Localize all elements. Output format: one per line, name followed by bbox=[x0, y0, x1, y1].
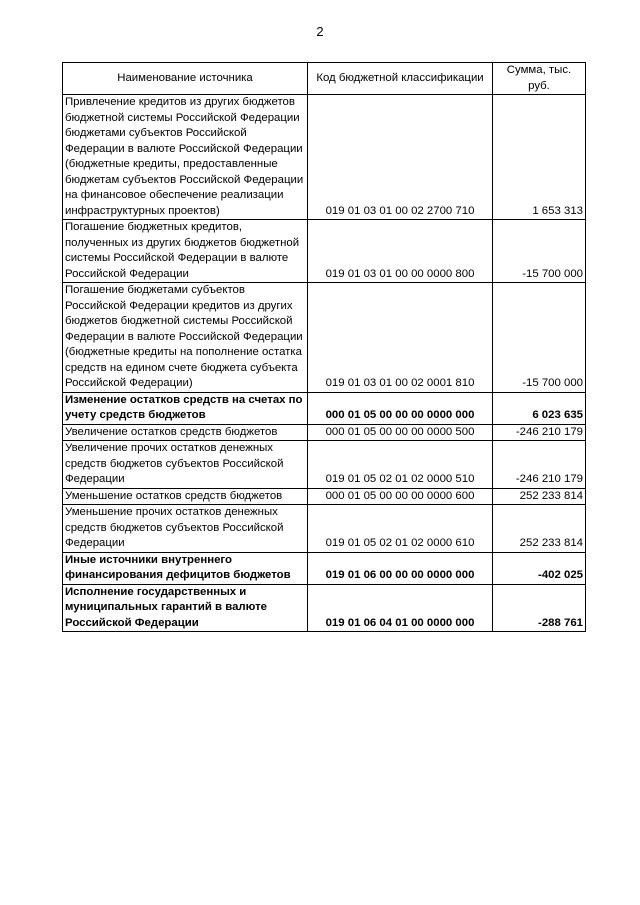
row-source-name: Иные источники внутреннего финансирования дефицитов бюджетов bbox=[63, 552, 308, 584]
header-budget-code: Код бюджетной классификации bbox=[308, 63, 493, 95]
table-row bbox=[63, 283, 586, 393]
table-row bbox=[63, 505, 586, 553]
header-source-name: Наименование источника bbox=[63, 63, 308, 95]
row-budget-code: 019 01 03 01 00 00 0000 800 bbox=[308, 220, 493, 283]
row-source-name: Увеличение остатков средств бюджетов bbox=[63, 424, 308, 441]
row-sum: -246 210 179 bbox=[493, 424, 586, 441]
row-budget-code: 019 01 03 01 00 02 2700 710 bbox=[308, 95, 493, 220]
row-sum: 252 233 814 bbox=[493, 488, 586, 505]
row-source-name: Увеличение прочих остатков денежных средств бюджетов субъектов Российской Федерации bbox=[63, 441, 308, 489]
header-sum: Сумма, тыс. руб. bbox=[493, 63, 586, 95]
table-row bbox=[63, 584, 586, 632]
row-sum: -15 700 000 bbox=[493, 283, 586, 393]
page-number: 2 bbox=[316, 24, 324, 39]
row-source-name: Уменьшение прочих остатков денежных средств бюджетов субъектов Российской Федерации bbox=[63, 505, 308, 553]
table-row bbox=[63, 392, 586, 424]
table-row bbox=[63, 220, 586, 283]
row-budget-code: 000 01 05 00 00 00 0000 500 bbox=[308, 424, 493, 441]
table-row bbox=[63, 488, 586, 505]
row-source-name: Исполнение государственных и муниципальных гарантий в валюте Российской Федерации bbox=[63, 584, 308, 632]
table-row bbox=[63, 95, 586, 220]
row-sum: -246 210 179 bbox=[493, 441, 586, 489]
row-sum: -15 700 000 bbox=[493, 220, 586, 283]
row-source-name: Уменьшение остатков средств бюджетов bbox=[63, 488, 308, 505]
row-budget-code: 019 01 05 02 01 02 0000 510 bbox=[308, 441, 493, 489]
row-sum: -402 025 bbox=[493, 552, 586, 584]
row-budget-code: 019 01 03 01 00 02 0001 810 bbox=[308, 283, 493, 393]
row-sum: 1 653 313 bbox=[493, 95, 586, 220]
row-budget-code: 019 01 06 00 00 00 0000 000 bbox=[308, 552, 493, 584]
row-sum: 252 233 814 bbox=[493, 505, 586, 553]
row-source-name: Изменение остатков средств на счетах по учету средств бюджетов bbox=[63, 392, 308, 424]
table-row bbox=[63, 424, 586, 441]
table-row bbox=[63, 552, 586, 584]
budget-sources-table bbox=[62, 62, 586, 632]
table-header-row bbox=[63, 63, 586, 95]
row-budget-code: 019 01 06 04 01 00 0000 000 bbox=[308, 584, 493, 632]
table-row bbox=[63, 441, 586, 489]
row-sum: 6 023 635 bbox=[493, 392, 586, 424]
row-source-name: Привлечение кредитов из других бюджетов бюджетной системы Российской Федерации бюджетами субъектов Российской Федерации в валюте Российской Федерации (бюджетные кредиты, предоставленные бюджетам субъектов Российской Федерации на финансовое обеспечение реализации инфраструктурных проектов) bbox=[63, 95, 308, 220]
row-budget-code: 000 01 05 00 00 00 0000 600 bbox=[308, 488, 493, 505]
row-sum: -288 761 bbox=[493, 584, 586, 632]
row-source-name: Погашение бюджетных кредитов, полученных из других бюджетов бюджетной системы Российской Федерации в валюте Российской Федерации bbox=[63, 220, 308, 283]
row-budget-code: 019 01 05 02 01 02 0000 610 bbox=[308, 505, 493, 553]
row-budget-code: 000 01 05 00 00 00 0000 000 bbox=[308, 392, 493, 424]
row-source-name: Погашение бюджетами субъектов Российской Федерации кредитов из других бюджетов бюджетной системы Российской Федерации в валюте Российской Федерации (бюджетные кредиты на пополнение остатка средств на едином счете бюджета субъекта Российской Федерации) bbox=[63, 283, 308, 393]
